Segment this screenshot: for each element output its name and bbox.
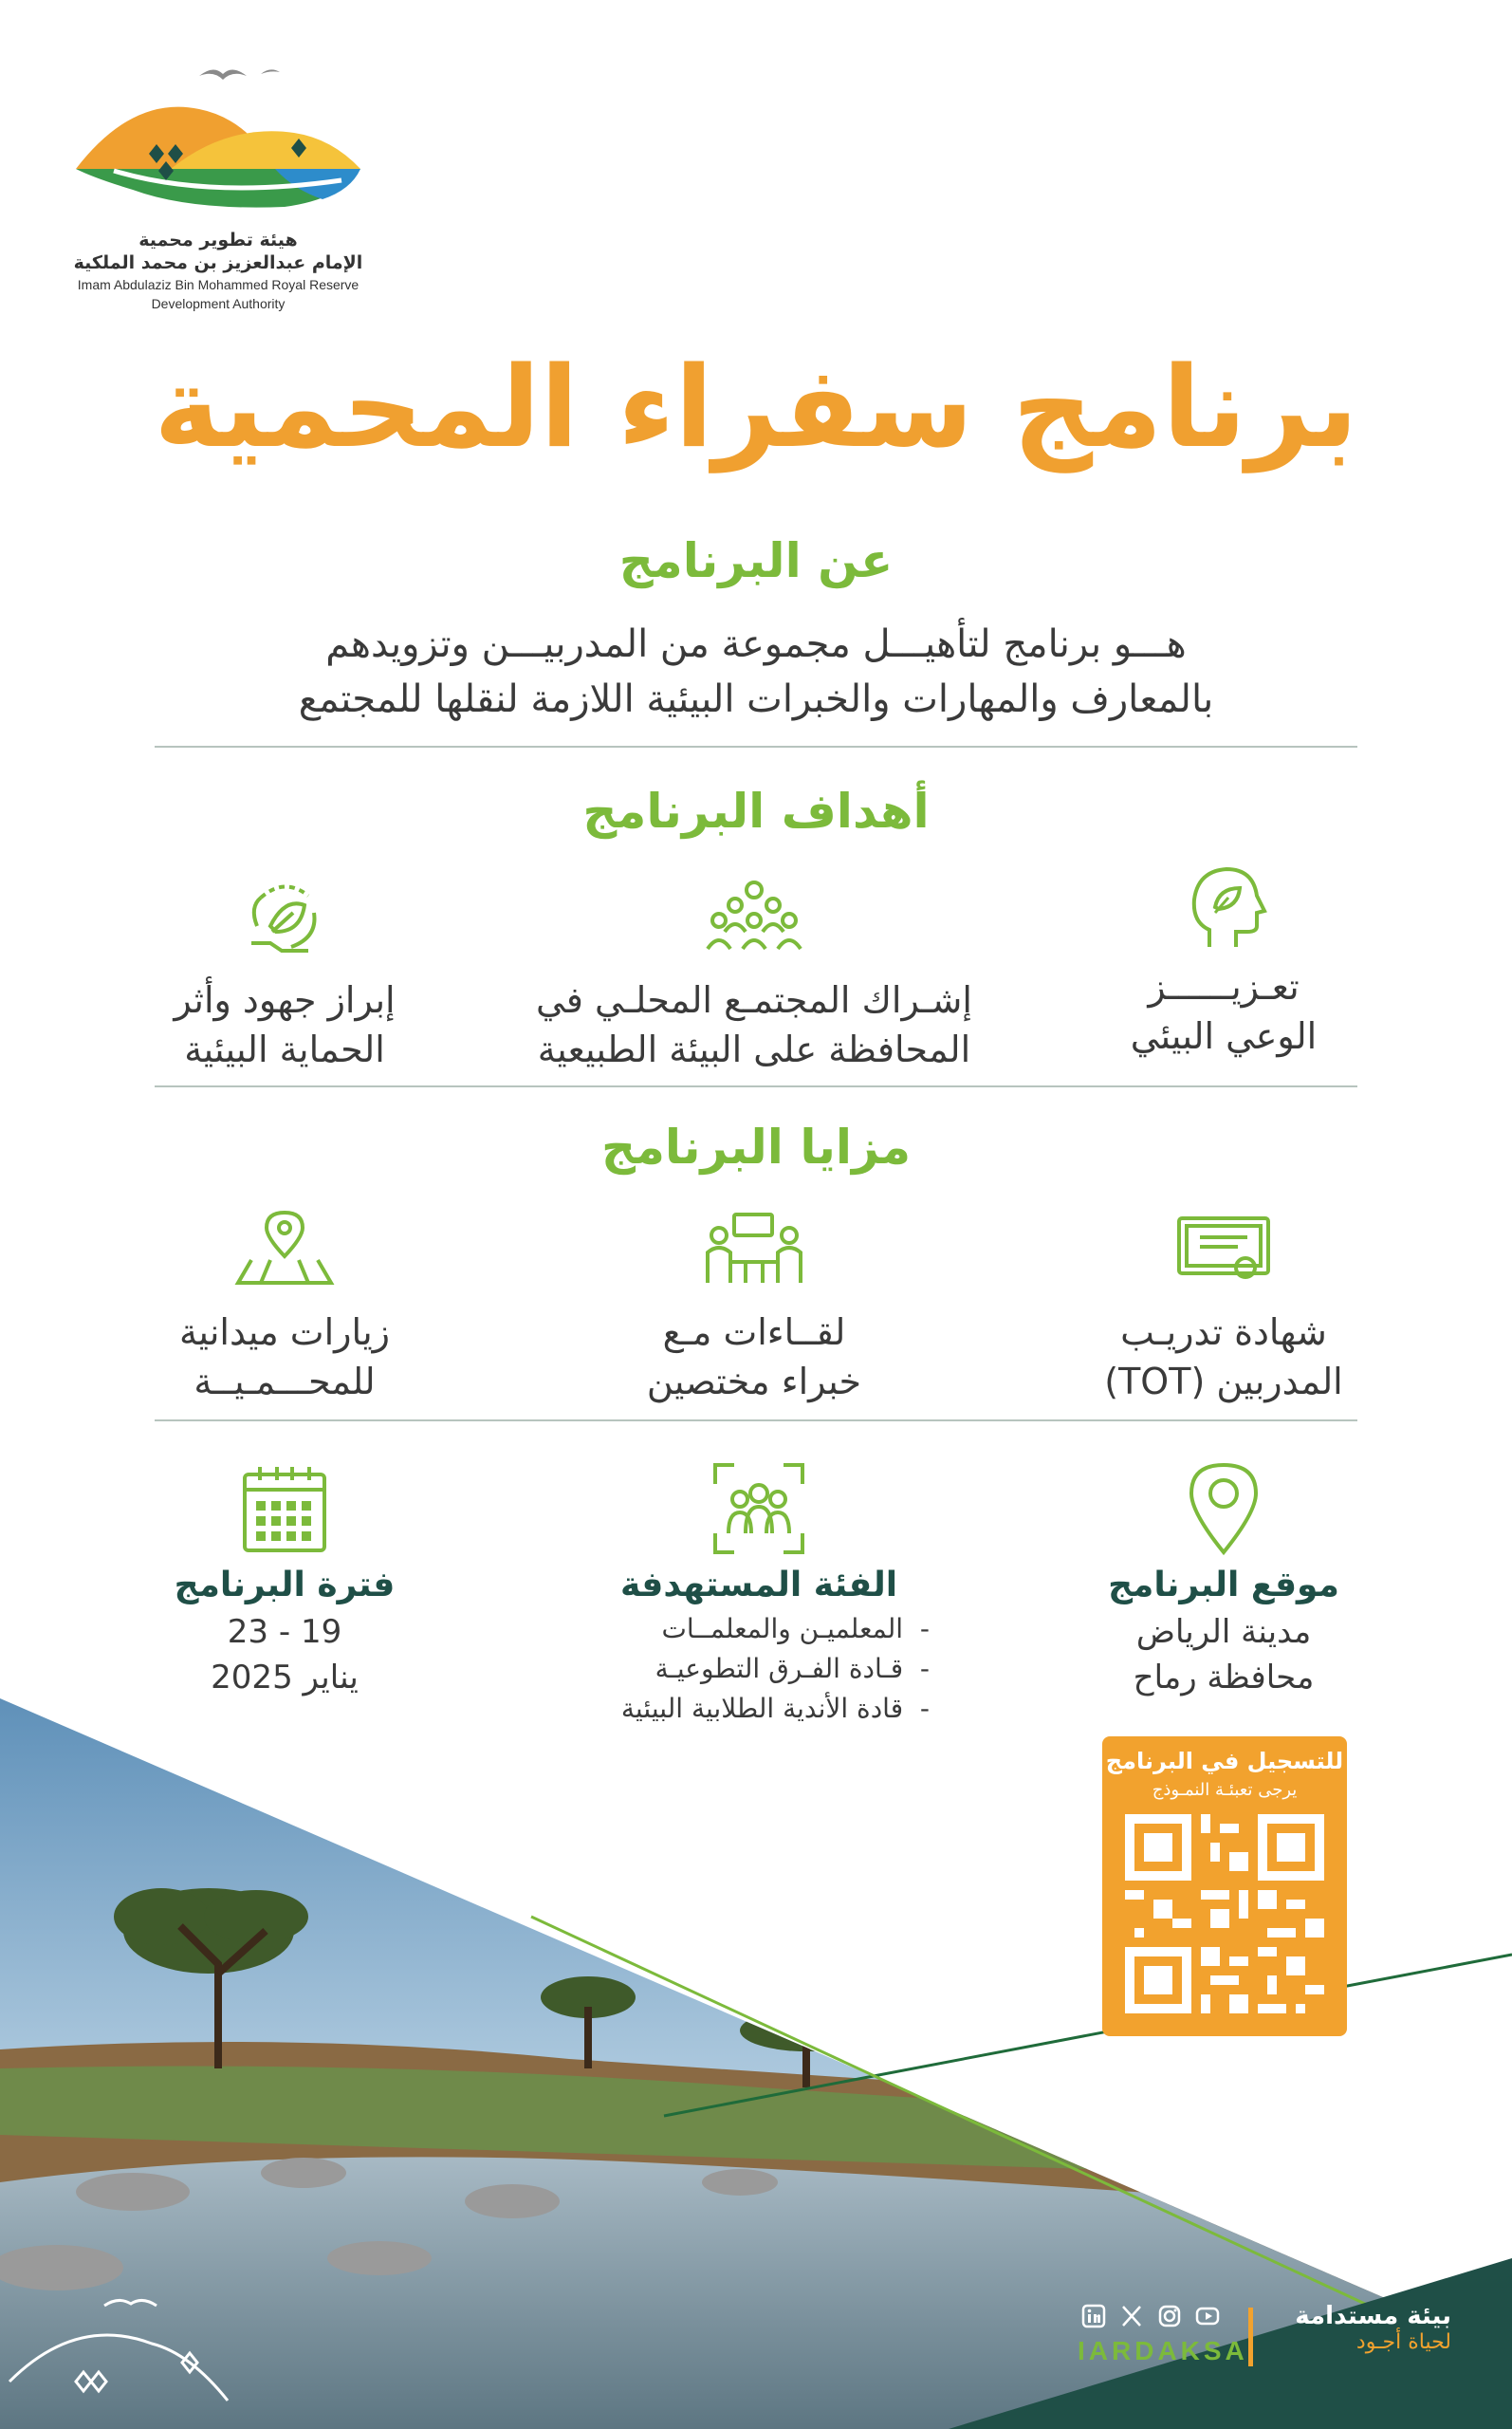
social-handle[interactable]: IARDAKSA bbox=[1078, 2336, 1248, 2365]
goal-item-protection bbox=[85, 879, 484, 1074]
goal-protection-line-1: إبراز جهود وأثر bbox=[174, 979, 396, 1021]
divider-1 bbox=[155, 746, 1357, 748]
divider-2 bbox=[155, 1085, 1357, 1087]
feature-item-certificate bbox=[1024, 1211, 1423, 1406]
info-period bbox=[76, 1461, 493, 1700]
features-heading: مزايا البرنامج bbox=[600, 1120, 912, 1175]
period-month-year: يناير 2025 bbox=[211, 1659, 359, 1697]
register-subtitle: يرجى تعبئـة النمـوذج bbox=[1152, 1780, 1298, 1800]
qr-code[interactable] bbox=[1125, 1814, 1324, 2013]
footer-slogan-line-2: لحياة أجـود bbox=[1355, 2330, 1451, 2354]
goal-community-line-2: المحافظة على البيئة الطبيعية bbox=[537, 1029, 971, 1070]
about-line-1: هـــو برنامج لتأهيـــل مجموعة من المدربيـــن وتزويدهم bbox=[325, 622, 1187, 666]
logo-org-name-en-2: Development Authority bbox=[151, 296, 286, 311]
instagram-icon[interactable] bbox=[1157, 2304, 1182, 2328]
goal-awareness-line-1: تعـزيــــــز bbox=[1148, 966, 1300, 1008]
feature-visits-line-1: زيارات ميدانية bbox=[178, 1311, 390, 1353]
about-text bbox=[247, 617, 1265, 727]
location-governorate: محافظة رماح bbox=[1133, 1659, 1315, 1697]
feature-item-meetings bbox=[555, 1211, 953, 1406]
social-links bbox=[1081, 2304, 1243, 2328]
goals-heading: أهداف البرنامج bbox=[582, 784, 930, 839]
logo-mark bbox=[57, 57, 379, 228]
period-days: 19 - 23 bbox=[227, 1613, 342, 1651]
feature-certificate-line-1: شهادة تدريـب bbox=[1120, 1311, 1327, 1353]
x-icon[interactable] bbox=[1119, 2304, 1144, 2328]
about-line-2: بالمعارف والمهارات والخبرات البيئية اللازمة لنقلها للمجتمع bbox=[298, 677, 1214, 721]
registration-qr-card[interactable] bbox=[1102, 1736, 1347, 2036]
goal-item-community bbox=[512, 879, 996, 1074]
feature-visits-line-2: للمحـــمـيــة bbox=[194, 1361, 376, 1402]
divider-3 bbox=[155, 1419, 1357, 1421]
calendar-icon bbox=[237, 1461, 332, 1556]
location-heading: موقع البرنامج bbox=[1108, 1566, 1339, 1604]
recycle-leaf-icon bbox=[232, 879, 337, 955]
youtube-icon[interactable] bbox=[1195, 2304, 1220, 2328]
location-pin-icon bbox=[1176, 1461, 1271, 1556]
goal-protection-line-2: الحماية البيئية bbox=[184, 1029, 385, 1070]
info-location bbox=[1015, 1461, 1432, 1700]
page-title: برنامج سفراء المحمية bbox=[154, 342, 1358, 473]
feature-item-field-visits bbox=[85, 1211, 484, 1406]
register-title: للتسجيل في البرنامج bbox=[1105, 1748, 1344, 1774]
meeting-icon bbox=[702, 1211, 806, 1287]
feature-meetings-line-1: لقــاءات مـع bbox=[662, 1311, 846, 1353]
target-bullet-club-leaders: - قادة الأندية الطلابية البيئية bbox=[620, 1693, 930, 1724]
logo-org-name-ar-2: الإمام عبدالعزيز بن محمد الملكية bbox=[73, 252, 363, 273]
footer-slogan-line-1: بيئة مستدامة bbox=[1295, 2302, 1451, 2330]
goal-awareness-line-2: الوعي البيئي bbox=[1130, 1015, 1318, 1057]
logo-org-name-en-1: Imam Abdulaziz Bin Mohammed Royal Reserve bbox=[77, 277, 360, 292]
linkedin-icon[interactable] bbox=[1081, 2304, 1106, 2328]
footer-slogan bbox=[1262, 2302, 1451, 2354]
people-focus-icon bbox=[711, 1461, 806, 1556]
about-heading: عن البرنامج bbox=[618, 533, 894, 588]
goal-community-line-1: إشـراك المجتمـع المحلـي في bbox=[536, 979, 972, 1021]
target-bullet-teachers: - المعلميـن والمعلمــات bbox=[661, 1613, 930, 1644]
location-city: مدينة الرياض bbox=[1135, 1613, 1312, 1651]
head-leaf-icon bbox=[1171, 860, 1276, 955]
logo-org-name-ar-1: هيئة تطوير محمية bbox=[138, 230, 298, 250]
footer-separator bbox=[1248, 2308, 1253, 2366]
goal-item-awareness bbox=[1024, 860, 1423, 1061]
period-heading: فترة البرنامج bbox=[174, 1566, 396, 1604]
target-bullet-volunteer-leaders: - قـادة الفـرق التطوعيـة bbox=[655, 1653, 930, 1684]
map-location-icon bbox=[232, 1211, 337, 1287]
target-heading: الفئة المستهدفة bbox=[619, 1566, 898, 1604]
community-group-icon bbox=[702, 879, 806, 955]
feature-certificate-line-2: المدربين (TOT) bbox=[1104, 1361, 1343, 1402]
feature-meetings-line-2: خبراء مختصين bbox=[646, 1361, 862, 1402]
authority-logo bbox=[57, 57, 379, 323]
certificate-icon bbox=[1171, 1211, 1276, 1287]
